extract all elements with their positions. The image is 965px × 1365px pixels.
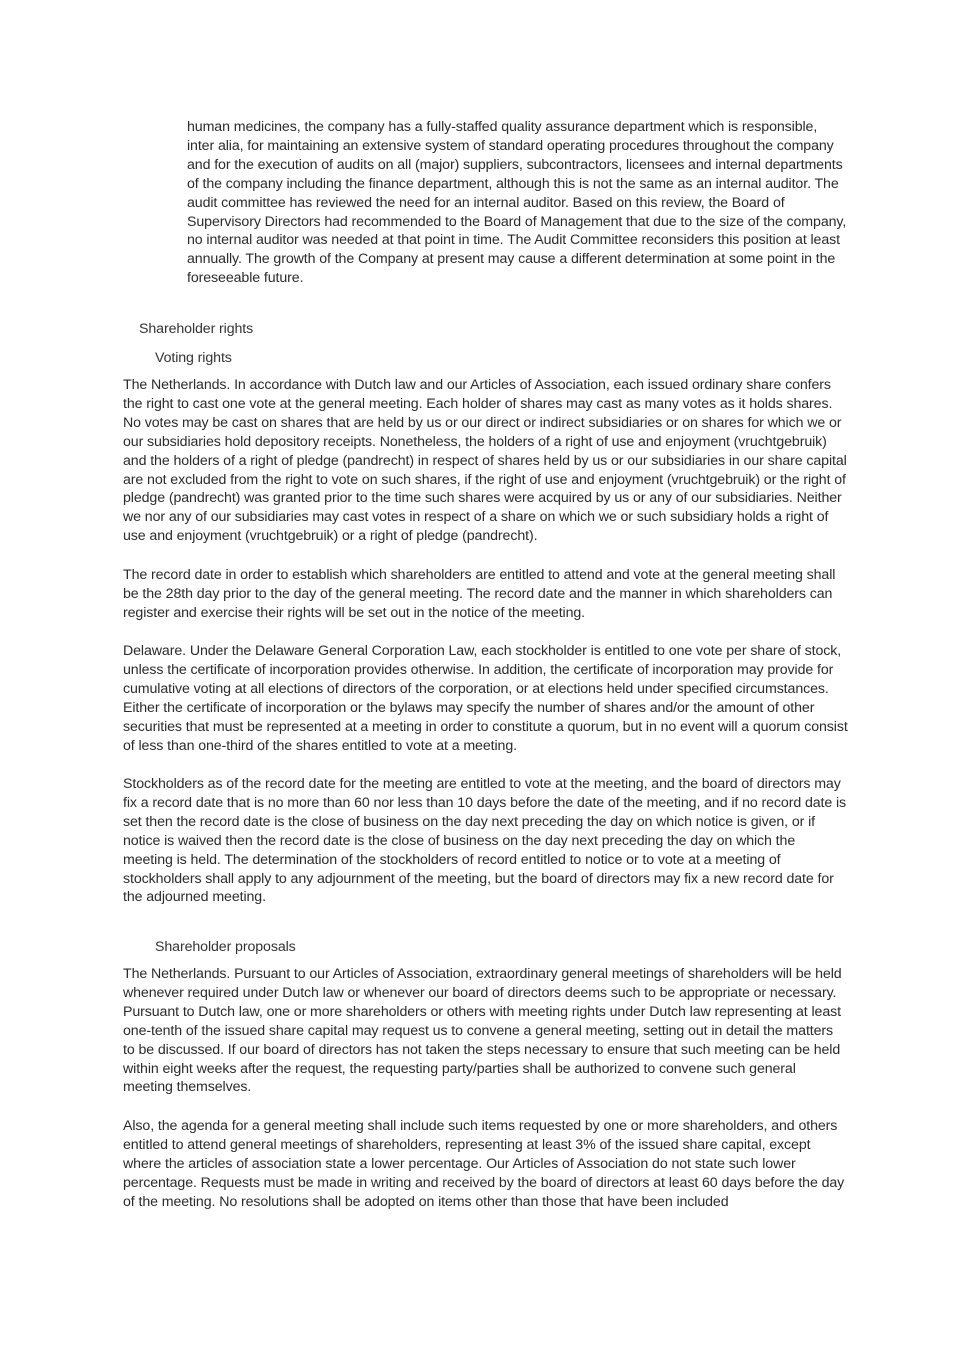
voting-rights-stockholders-paragraph: Stockholders as of the record date for the meeting are entitled to vote at the meeting, and the board of directors may fix a record date that is no more than 60 nor less than 10 days before the date of the meeting, and if no record date is set then the record date is the close of business on the day next preceding the day on which notice is given, or if notice is waived then the record date is the close of business on the day next preceding the day on which the meeting is held. The determination of the stockholders of record entitled to notice or to vote at a meeting of stockholders shall apply to any adjournment of the meeting, but the board of directors may fix a new record date for the adjourned meeting.	[123, 776, 847, 906]
voting-rights-delaware-paragraph: Delaware. Under the Delaware General Corporation Law, each stockholder is entitled to one vote per share of stock, unless the certificate of incorporation provides otherwise. In addition, the certificate of incorporation may provide for cumulative voting at all elections of directors of the corporation, or at elections held under specified circumstances. Either the certificate of incorporation or the bylaws may specify the number of shares and/or the amount of other securities that must be represented at a meeting in order to constitute a quorum, but in no event will a quorum consist of less than one-third of the shares entitled to vote at a meeting.	[123, 643, 848, 754]
shareholder-proposals-agenda-paragraph: Also, the agenda for a general meeting shall include such items requested by one or more shareholders, and others entitled to attend general meetings of shareholders, representing at least 3% of the issued share capital, except where the articles of association state a lower percentage. Our Articles of Association do not state such lower percentage. Requests must be made in writing and received by the board of directors at least 60 days before the day of the meeting. No resolutions shall be adopted on items other than those that have been included	[123, 1118, 845, 1210]
shareholder-proposals-netherlands-paragraph: The Netherlands. Pursuant to our Articles of Association, extraordinary general meetings of shareholders will be held whenever required under Dutch law or whenever our board of directors deems such to be appropriate or necessary. Pursuant to Dutch law, one or more shareholders or others with meeting rights under Dutch law representing at least one-tenth of the issued share capital may request us to convene a general meeting, setting out in detail the matters to be discussed. If our board of directors has not taken the steps necessary to ensure that such meeting can be held within eight weeks after the request, the requesting party/parties shall be authorized to convene such general meeting themselves.	[123, 966, 842, 1096]
intro-paragraph: human medicines, the company has a fully-staffed quality assurance department which is responsible, inter alia, for maintaining an extensive system of standard operating procedures throughout the company and for the execution of audits on all (major) suppliers, subcontractors, licensees and internal departments of the company including the finance department, although this is not the same as an internal auditor. The audit committee has reviewed the need for an internal auditor. Based on this review, the Board of Supervisory Directors had recommended to the Board of Management that due to the size of the company, no internal auditor was needed at that point in time. The Audit Committee reconsiders this position at least annually. The growth of the Company at present may cause a different determination at some point in the foreseeable future.	[187, 119, 847, 287]
voting-rights-netherlands-paragraph: The Netherlands. In accordance with Dutch law and our Articles of Association, each issued ordinary share confers the right to cast one vote at the general meeting. Each holder of shares may cast as many votes as it holds shares. No votes may be cast on shares that are held by us or our direct or indirect subsidiaries or on shares for which we or our subsidiaries hold depository receipts. Nonetheless, the holders of a right of use and enjoyment (vruchtgebruik) and the holders of a right of pledge (pandrecht) in respect of shares held by us or our subsidiaries in our share capital are not excluded from the right to vote on such shares, if the right of use and enjoyment (vruchtgebruik) or the right of pledge (pandrecht) was granted prior to the time such shares were acquired by us or any of our subsidiaries. Neither we nor any of our subsidiaries may cast votes in respect of a share on which we or such subsidiary holds a right of use and enjoyment (vruchtgebruik) or a right of pledge (pandrecht).	[123, 377, 847, 545]
voting-rights-record-date-paragraph: The record date in order to establish which shareholders are entitled to attend and vote at the general meeting shall be the 28th day prior to the day of the general meeting. The record date and the manner in which shareholders can register and exercise their rights will be set out in the notice of the meeting.	[123, 567, 836, 621]
subheading-shareholder-proposals: Shareholder proposals	[155, 939, 296, 955]
section-heading-shareholder-rights: Shareholder rights	[139, 321, 254, 337]
subheading-voting-rights: Voting rights	[155, 350, 232, 366]
